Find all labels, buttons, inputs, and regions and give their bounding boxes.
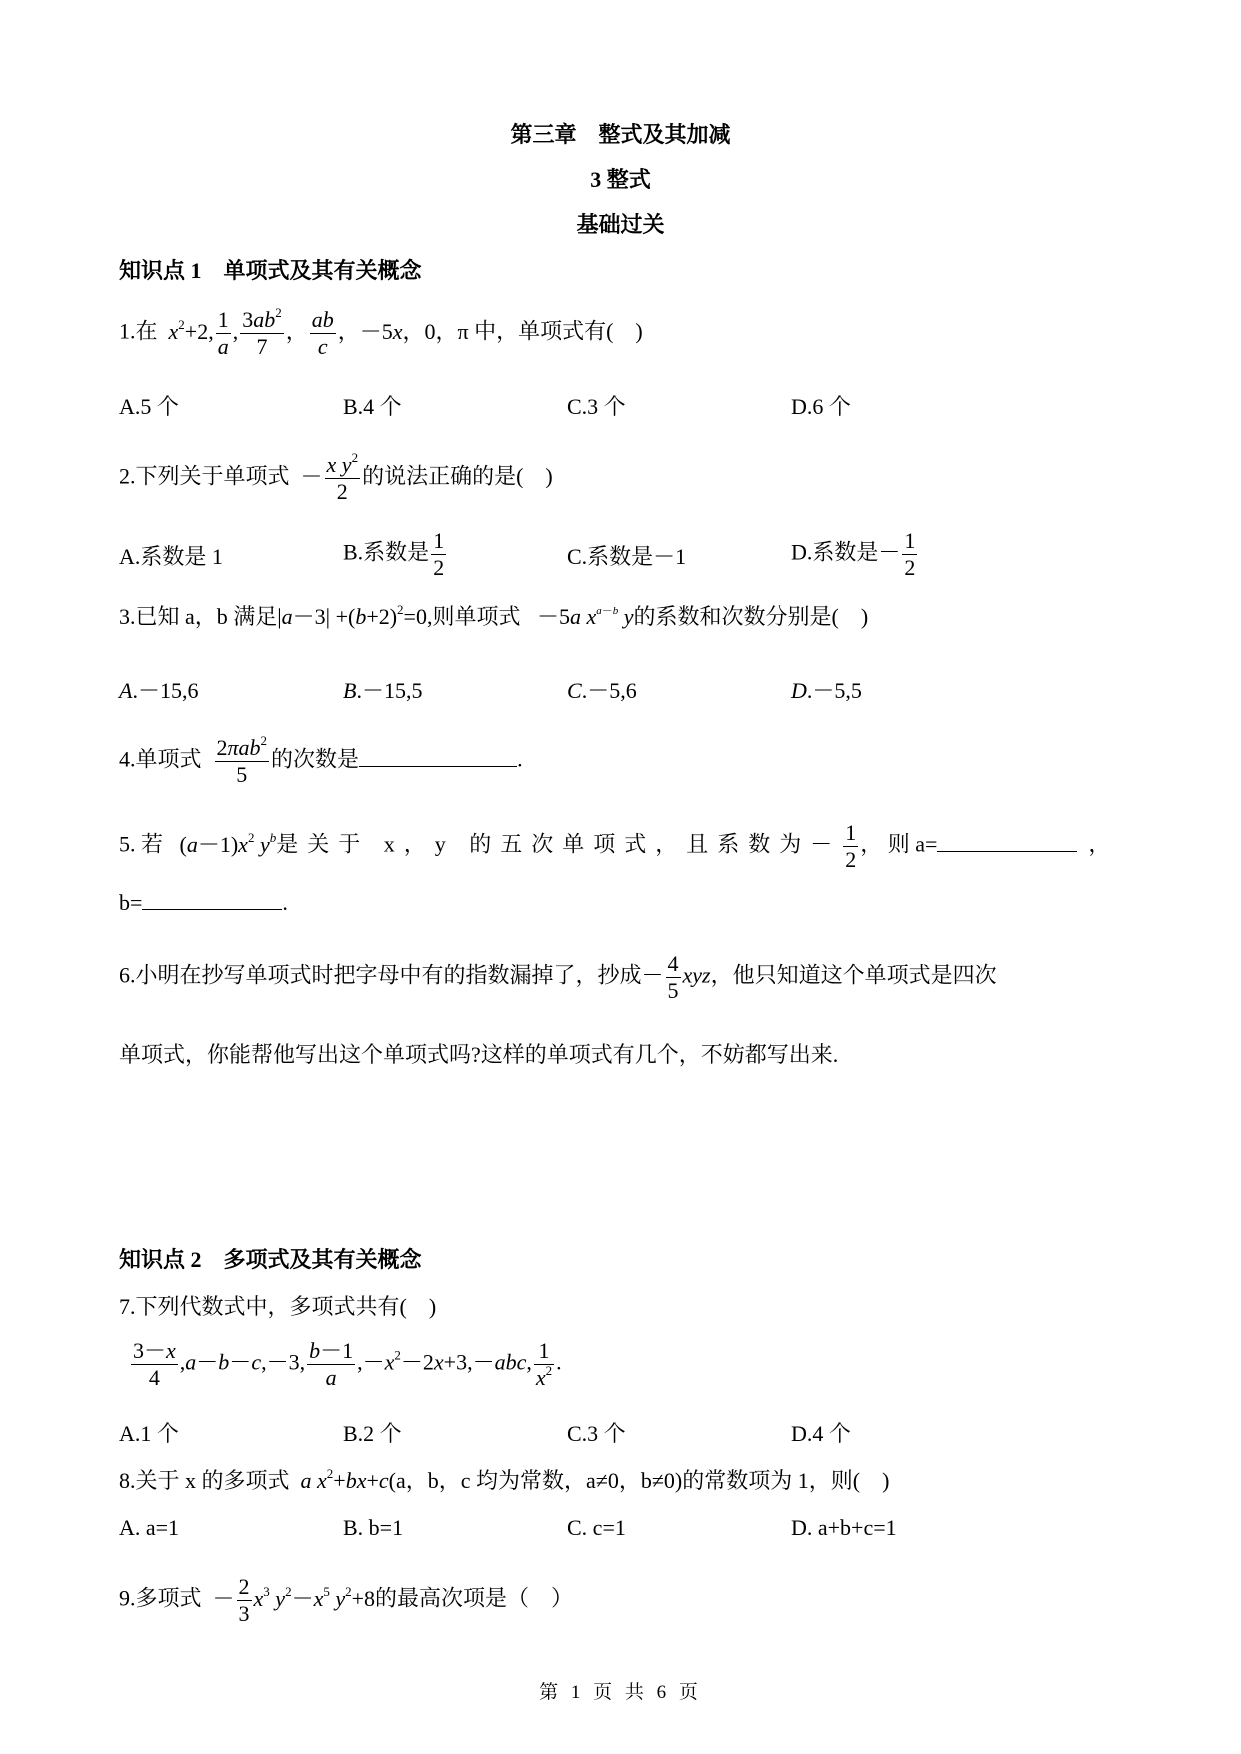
section-title: 3 整式: [590, 167, 651, 192]
question-5: 5. 若 $(a-1)x^2$ $y^b$是关于 x，y 的五次单项式，且系数为－ $\frac{1}{2}$ ， 则 a= ，: [119, 820, 1111, 872]
q5-prefix: 5. 若: [119, 831, 164, 857]
q5-middle: 是关于 x，y 的五次单项式，且系数为－: [276, 831, 842, 857]
question-3: [119, 603, 868, 631]
q7-option-a: A.1 个: [119, 1421, 179, 1446]
q7-option-c: C.3 个: [567, 1421, 626, 1446]
question-6: 6.小明在抄写单项式时把字母中有的指数漏掉了，抄成－ $\frac{4}{5}$ xyz，他只知道这个单项式是四次: [119, 951, 997, 1003]
knowledge-point-1-title: 知识点 1 单项式及其有关概念: [119, 258, 422, 283]
q5-answer-a-blank[interactable]: [937, 831, 1077, 852]
q3-prefix: 3.已知 a，b 满足: [119, 604, 278, 629]
q6-expression: xyz: [682, 962, 711, 988]
q1-expression: $x^2+2$, $\frac{1}{a}$ , $\frac{3ab^2}{7}$ ， $\frac{ab}{c}$ ，－5x，0，π: [168, 305, 469, 359]
q8-option-b: B. b=1: [343, 1515, 404, 1540]
q5-answer-b-blank[interactable]: [142, 889, 282, 910]
q3-option-a: A.－15,6: [119, 678, 199, 703]
q4-prefix: 4.单项式: [119, 746, 202, 772]
q4-answer-blank[interactable]: [359, 746, 517, 767]
question-5-line-2: b= .: [119, 890, 288, 915]
part-title: 基础过关: [576, 212, 665, 237]
q6-line1-b: ，他只知道这个单项式是四次: [710, 962, 997, 988]
q2-option-d: D.系数是－ $\frac{1}{2}$: [791, 528, 916, 580]
q8-option-d: D. a+b+c=1: [791, 1515, 897, 1540]
q1-prefix: 1.在: [119, 318, 158, 344]
q3-option-c: C.－5,6: [567, 678, 637, 703]
q7-option-b: B.2 个: [343, 1421, 402, 1446]
q7-expression-list: $\frac{3-x}{4}$ ,a－b－c,－3, $\frac{b-1}{a}$ $,-x^2-2x+3,-abc$, $\frac{1}{x^2}$ .: [133, 1338, 562, 1390]
q3-option-d: D.－5,5: [791, 678, 862, 703]
q2-option-c: C.系数是－1: [567, 544, 687, 569]
q7-option-d: D.4 个: [791, 1421, 851, 1446]
q5-then: 则 a=: [887, 831, 938, 857]
q6-line1-a: 6.小明在抄写单项式时把字母中有的指数漏掉了，抄成－: [119, 962, 664, 988]
q8-option-a: A. a=1: [119, 1515, 180, 1540]
chapter-title: 第三章 整式及其加减: [510, 122, 731, 147]
q1-option-b: B.4 个: [343, 394, 402, 419]
q8-expression: a $x^2+bx+c$: [300, 1466, 389, 1493]
question-4: 4.单项式 $\frac{2\pi ab^2}{5}$ 的次数是 .: [119, 733, 523, 787]
q2-expression: － $\frac{x y^2}{2}$: [300, 450, 359, 504]
q3-option-b: B.－15,5: [343, 678, 423, 703]
knowledge-point-2-title: 知识点 2 多项式及其有关概念: [119, 1247, 422, 1272]
question-7: 7.下列代数式中，多项式共有( ): [119, 1294, 437, 1319]
question-8: [119, 1467, 889, 1495]
q9-suffix: 的最高次项是（ ）: [375, 1585, 574, 1611]
q5-expression: $(a-1)x^2$ $y^b$: [179, 829, 277, 857]
question-1: [119, 307, 643, 360]
page-footer: 第 1 页 共 6 页: [539, 1682, 702, 1703]
q3-suffix: 的系数和次数分别是( ): [633, 604, 869, 629]
q9-expression: － $\frac{2}{3}$ $x^3$ $y^2-x^5$ $y^2+8$: [212, 1574, 376, 1626]
q8-suffix: (a，b，c 均为常数，a≠0，b≠0)的常数项为 1，则( ): [388, 1468, 890, 1493]
q8-prefix: 8.关于 x 的多项式: [119, 1468, 290, 1493]
q3-middle: 则单项式: [432, 604, 521, 629]
q3-condition: $|a-3| +(b+2)^2=0$,: [277, 602, 433, 629]
q5-b-label: b=: [119, 890, 143, 915]
q1-suffix: 中，单项式有( ): [474, 318, 643, 344]
q4-expression: $\frac{2\pi ab^2}{5}$: [216, 733, 268, 787]
q8-option-c: C. c=1: [567, 1515, 626, 1540]
q9-prefix: 9.多项式: [119, 1585, 202, 1611]
q3-monomial: －5a $x^{a-b}$ y: [536, 604, 634, 629]
q1-option-a: A.5 个: [119, 394, 179, 419]
q4-suffix: 的次数是: [271, 746, 360, 772]
q1-option-d: D.6 个: [791, 394, 851, 419]
q2-option-a: A.系数是 1: [119, 544, 223, 569]
q2-suffix: 的说法正确的是( ): [362, 463, 553, 489]
q1-option-c: C.3 个: [567, 394, 626, 419]
q2-option-b: B.系数是 $\frac{1}{2}$: [343, 528, 445, 580]
question-9: [119, 1574, 573, 1627]
q2-prefix: 2.下列关于单项式: [119, 463, 290, 489]
question-2: [119, 452, 553, 505]
question-6-line-2: 单项式，你能帮他写出这个单项式吗?这样的单项式有几个，不妨都写出来.: [119, 1042, 839, 1067]
